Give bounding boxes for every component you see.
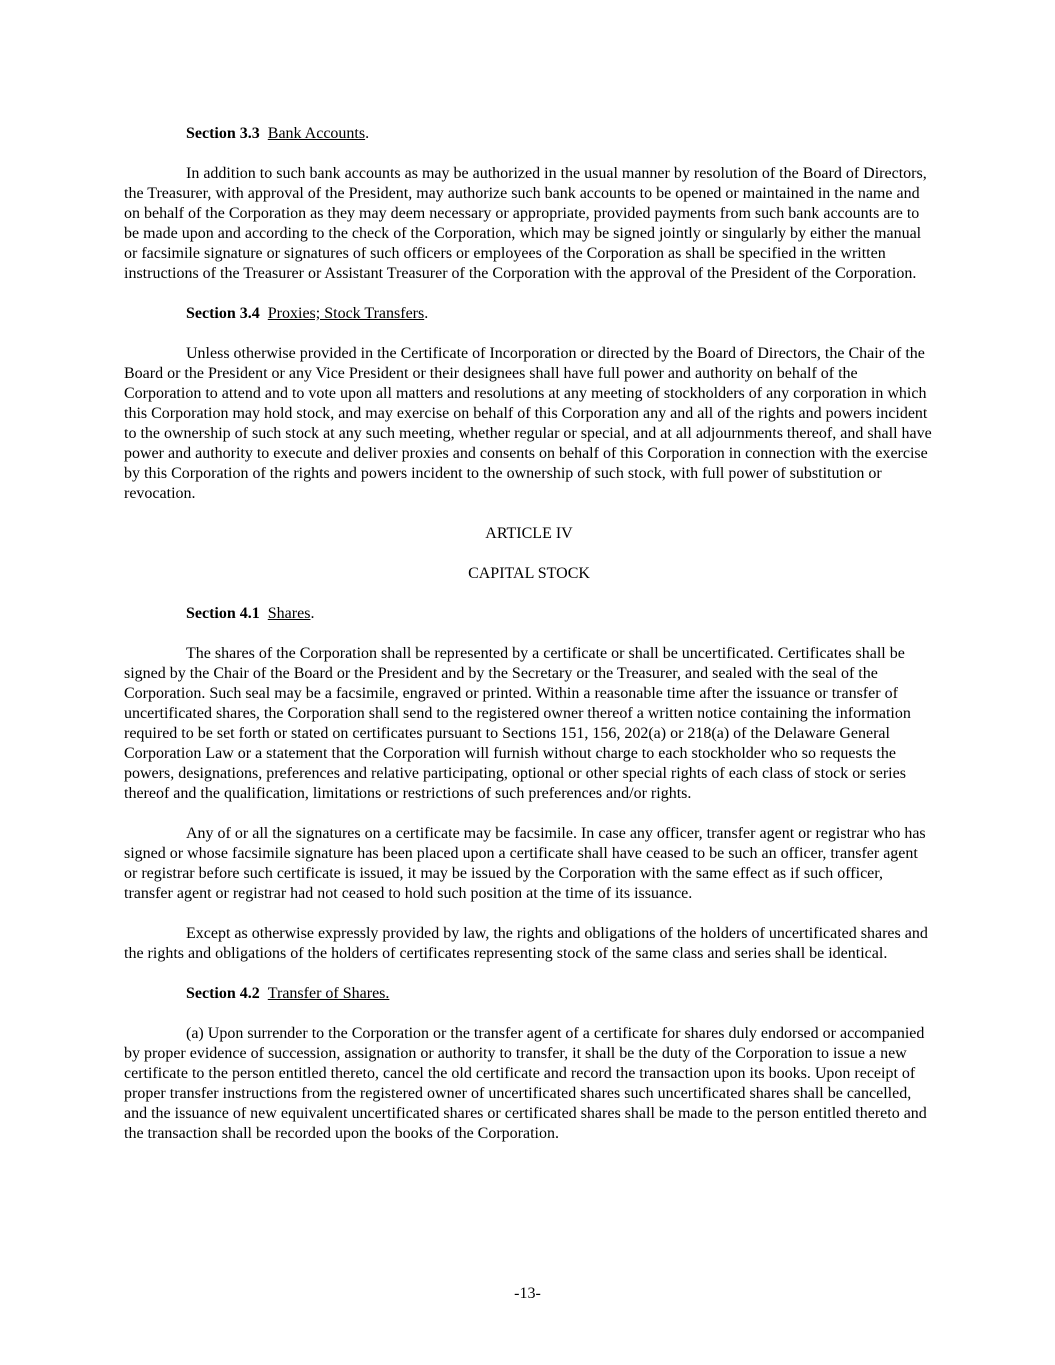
section-4-2-heading bbox=[124, 984, 934, 1004]
section-3-3-body: In addition to such bank accounts as may be authorized in the usual manner by resolution of the Board of Directors, the Treasurer, with approval of the President, may authorize such bank accounts to be opened or maintained in the name and on behalf of the Corporation as they may deem necessary or appropriate, provided payments from such bank accounts are to be made upon and according to the check of the Corporation, which may be signed jointly or singularly by either the manual or facsimile signature or signatures of such officers or employees of the Corporation as shall be specified in the written instructions of the Treasurer or Assistant Treasurer of the Corporation with the approval of the President of the Corporation. bbox=[124, 165, 927, 282]
section-title-period: . bbox=[310, 605, 315, 622]
section-title: Bank Accounts bbox=[267, 125, 366, 142]
section-4-1-heading bbox=[124, 604, 934, 624]
section-4-2-paragraph-a: (a) Upon surrender to the Corporation or the transfer agent of a certificate for shares duly endorsed or accompanied by proper evidence of succession, assignation or authority to transfer, it shall be the duty of the Corporation to issue a new certificate to the person entitled thereto, cancel the old certificate and record the transaction upon its books. Upon receipt of proper transfer instructions from the registered owner of uncertificated shares such uncertificated shares shall be cancelled, and the issuance of new equivalent uncertificated shares or certificated shares shall be made to the person entitled thereto and the transaction shall be recorded upon the books of the Corporation. bbox=[124, 1025, 927, 1142]
section-4-1-paragraph-2: Any of or all the signatures on a certificate may be facsimile. In case any officer, transfer agent or registrar who has signed or whose facsimile signature has been placed upon a certificate shall have ceased to be such an officer, transfer agent or registrar before such certificate is issued, it may be issued by the Corporation with the same effect as if such officer, transfer agent or registrar had not ceased to hold such position at the time of its issuance. bbox=[124, 825, 926, 902]
article-title: CAPITAL STOCK bbox=[468, 565, 590, 582]
section-label: Section 3.4 bbox=[186, 305, 260, 322]
section-3-3-heading bbox=[124, 124, 934, 144]
article-number: ARTICLE IV bbox=[485, 525, 573, 542]
section-4-1-paragraph-1: The shares of the Corporation shall be represented by a certificate or shall be uncertificated. Certificates shall be signed by the Chair of the Board or the President and by the Secretary or the Treasurer, and sealed with the seal of the Corporation. Such seal may be a facsimile, engraved or printed. Within a reasonable time after the issuance or transfer of uncertificated shares, the Corporation shall send to the registered owner thereof a written notice containing the information required to be set forth or stated on certificates pursuant to Sections 151, 156, 202(a) or 218(a) of the Delaware General Corporation Law or a statement that the Corporation will furnish without charge to each stockholder who so requests the powers, designations, preferences and relative participating, optional or other special rights of each class of stock or series thereof and the qualification, limitations or restrictions of such preferences and/or rights. bbox=[124, 645, 911, 802]
section-3-4-heading bbox=[124, 304, 934, 324]
section-label: Section 3.3 bbox=[186, 125, 260, 142]
section-title: Shares bbox=[267, 605, 311, 622]
page-number: -13- bbox=[514, 1285, 541, 1302]
section-label: Section 4.1 bbox=[186, 605, 260, 622]
section-title-period: . bbox=[365, 125, 370, 142]
section-label: Section 4.2 bbox=[186, 985, 260, 1002]
section-title: Proxies; Stock Transfers bbox=[267, 305, 425, 322]
section-title: Transfer of Shares. bbox=[267, 985, 390, 1002]
section-4-1-paragraph-3: Except as otherwise expressly provided by law, the rights and obligations of the holders of uncertificated shares and the rights and obligations of the holders of certificates representing stock of the same class and series shall be identical. bbox=[124, 925, 928, 962]
section-title-period: . bbox=[424, 305, 429, 322]
document-body bbox=[124, 124, 934, 1164]
section-3-4-body: Unless otherwise provided in the Certificate of Incorporation or directed by the Board of Directors, the Chair of the Board or the President or any Vice President or their designees shall have full power and authority on behalf of the Corporation to attend and to vote upon all matters and resolutions at any meeting of stockholders of any corporation in which this Corporation may hold stock, and may exercise on behalf of this Corporation any and all of the rights and powers incident to the ownership of such stock at any such meeting, whether regular or special, and at all adjournments thereof, and shall have power and authority to execute and deliver proxies and consents on behalf of this Corporation in connection with the exercise by this Corporation of the rights and powers incident to the ownership of such stock, with full power of substitution or revocation. bbox=[124, 345, 932, 502]
